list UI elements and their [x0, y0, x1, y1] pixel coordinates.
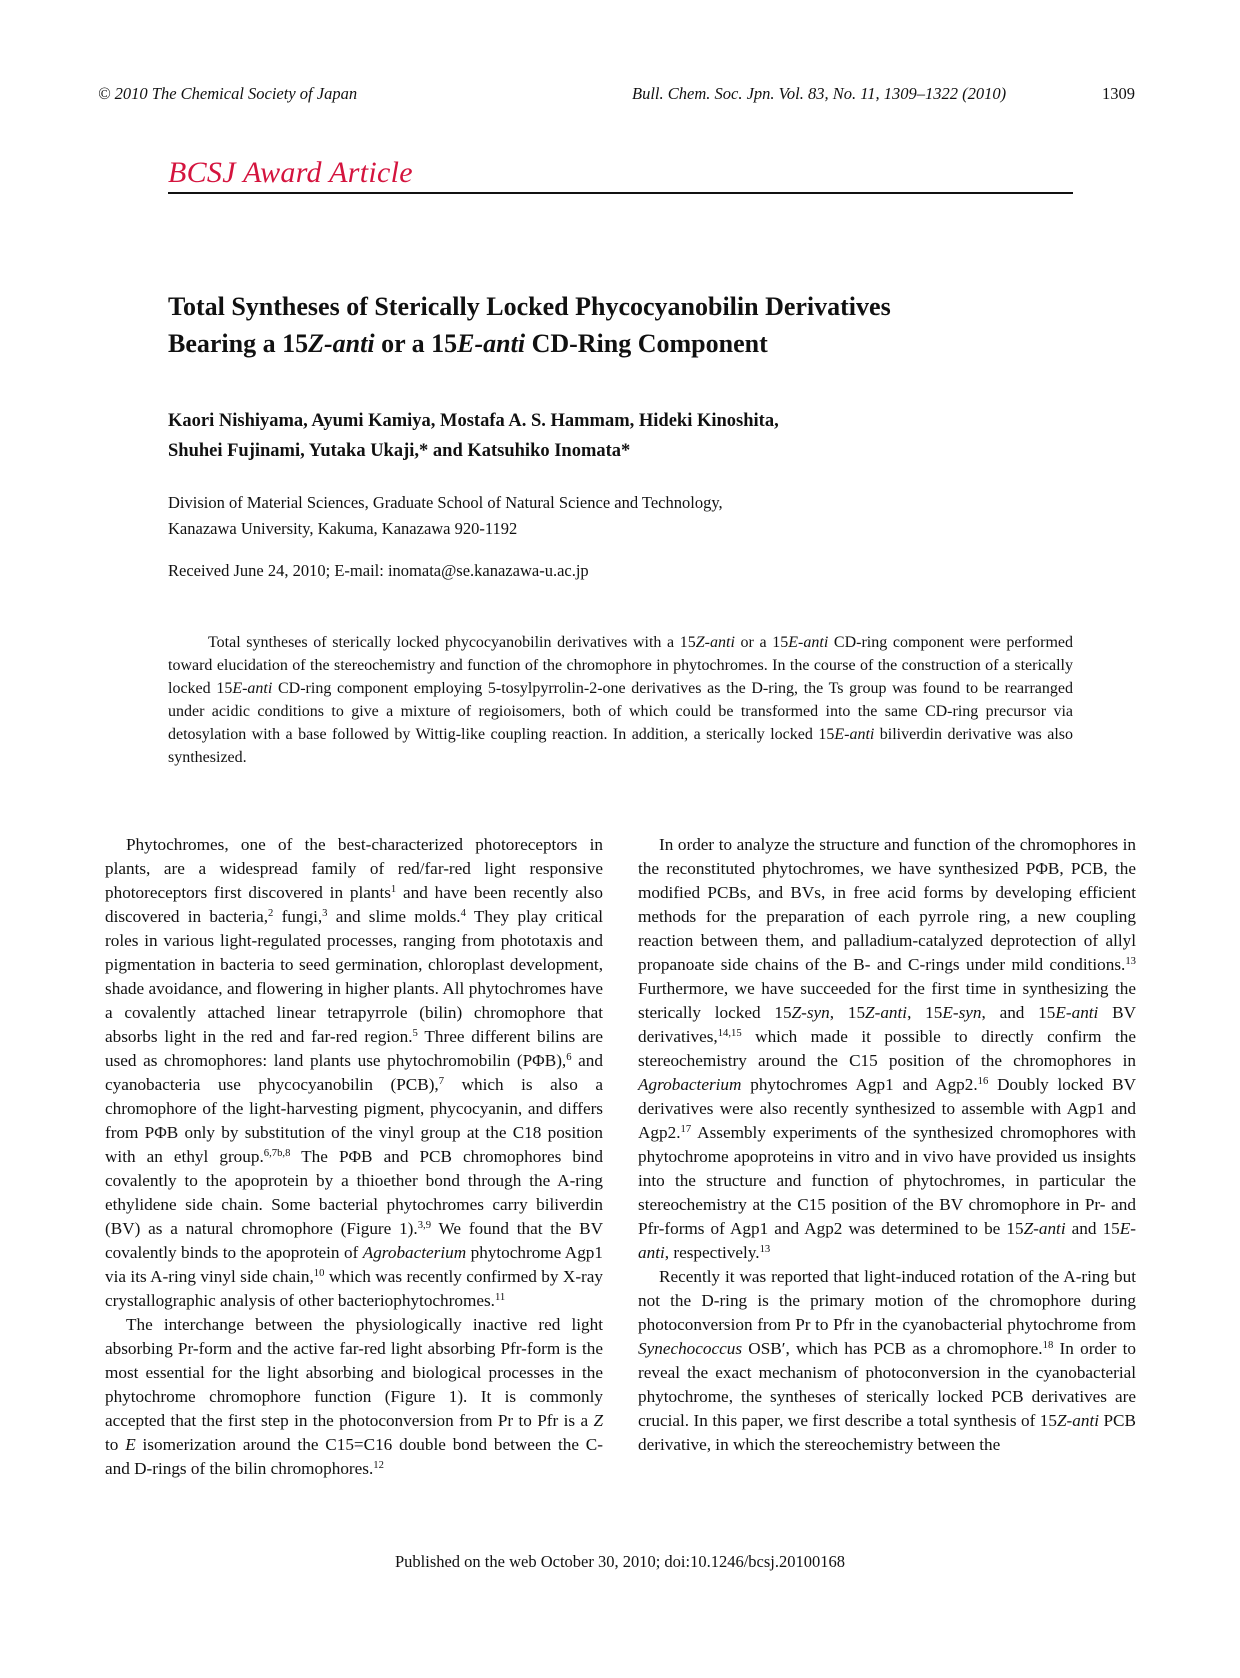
- abstract-italic: E-anti: [232, 680, 273, 697]
- body-text: which is also a chromophore of the light-harvesting pigment, phycocyanin, and differs from PΦB only by substitution of the vinyl group at the C18 position with an ethyl group.: [105, 1075, 603, 1166]
- body-italic: E-syn: [942, 1003, 982, 1022]
- page-number: 1309: [1102, 84, 1135, 103]
- reference-citation: 14,15: [717, 1028, 742, 1040]
- title-line-1: Total Syntheses of Sterically Locked Phycocyanobilin Derivatives: [168, 292, 891, 321]
- body-paragraph: [105, 1313, 603, 1481]
- title-text: or a 15: [374, 329, 458, 358]
- body-text: Recently it was reported that light-induced rotation of the A-ring but not the D-ring is the primary motion of the chromophore during photoconversion from Pr to Pfr in the cyanobacterial phytochrome from: [638, 1267, 1136, 1334]
- body-text: isomerization around the C15=C16 double bond between the C- and D-rings of the bilin chromophores.: [105, 1435, 603, 1478]
- body-text: Three different bilins are used as chromophores: land plants use phytochromobilin (PΦB),: [105, 1027, 603, 1070]
- abstract-text: CD-ring component employing 5-tosylpyrrolin-2-one derivatives as the D-ring, the Ts group was found to be rearranged under acidic conditions to give a mixture of regioisomers, both of which could be transformed into the same CD-ring precursor via detosylation with a base followed by Wittig-like coupling reaction. In addition, a sterically locked 15: [168, 680, 1074, 743]
- reference-citation: 3: [322, 908, 328, 920]
- reference-citation: 17: [680, 1124, 692, 1136]
- title-italic: Z-anti: [308, 329, 375, 358]
- abstract-italic: Z-anti: [695, 634, 735, 651]
- body-italic: Z-anti: [1023, 1219, 1066, 1238]
- title-text: Bearing a 15: [168, 329, 309, 358]
- award-label: BCSJ Award Article: [168, 156, 413, 189]
- body-column-left: [105, 833, 603, 1481]
- body-italic: Agrobacterium: [362, 1243, 467, 1262]
- received-date-email: Received June 24, 2010; E-mail: inomata@se.kanazawa-u.ac.jp: [168, 561, 589, 580]
- body-text: phytochromes Agp1 and Agp2.: [741, 1075, 978, 1094]
- body-text: , and 15: [981, 1003, 1056, 1022]
- body-text: We found that the BV covalently binds to the apoprotein of: [105, 1219, 603, 1262]
- running-header-copyright: © 2010 The Chemical Society of Japan: [98, 84, 358, 103]
- title-italic: E-anti: [457, 329, 526, 358]
- running-header-journal: Bull. Chem. Soc. Jpn. Vol. 83, No. 11, 1309–1322 (2010): [632, 84, 1007, 103]
- reference-citation: 11: [494, 1292, 506, 1304]
- body-text: PCB derivative, in which the stereochemistry between the: [638, 1411, 1136, 1454]
- body-text: Assembly experiments of the synthesized chromophores with phytochrome apoproteins in vitro and in vivo have provided us insights into the structure and function of phytochromes, in particular the stereochemistry at the C15 position of the BV chromophore in Pr- and Pfr-forms of Agp1 and Agp2 was determined to be 15: [638, 1123, 1136, 1238]
- body-text: The interchange between the physiologically inactive red light absorbing Pr-form and the active far-red light absorbing Pfr-form is the most essential for the light absorbing and biological processes in the phytochrome chromophore function (Figure 1). It is commonly accepted that the first step in the photoconversion from Pr to Pfr is a: [105, 1315, 603, 1430]
- affiliation: [168, 490, 1068, 542]
- reference-citation: 18: [1042, 1340, 1054, 1352]
- reference-citation: 16: [977, 1076, 989, 1088]
- body-text: In order to reveal the exact mechanism of photoconversion in the cyanobacterial phytochrome, the syntheses of sterically locked PCB derivatives are crucial. In this paper, we first describe a total synthesis of 15: [638, 1339, 1136, 1430]
- title-text: CD-Ring Component: [525, 329, 768, 358]
- body-italic: Synechococcus: [638, 1339, 743, 1358]
- body-column-right: [638, 833, 1136, 1457]
- reference-citation: 5: [412, 1028, 418, 1040]
- body-text: , 15: [829, 1003, 866, 1022]
- award-rule: [168, 192, 1073, 194]
- body-text: Phytochromes, one of the best-characterized photoreceptors in plants, are a widespread family of red/far-red light responsive photoreceptors first discovered in plants: [105, 835, 603, 902]
- body-text: phytochrome Agp1 via its A-ring vinyl side chain,: [105, 1243, 603, 1286]
- body-paragraph: [105, 833, 603, 1313]
- body-text: and slime molds.: [327, 907, 461, 926]
- reference-citation: 6: [566, 1052, 572, 1064]
- body-text: Furthermore, we have succeeded for the first time in synthesizing the sterically locked 15: [638, 979, 1136, 1022]
- body-italic: Agrobacterium: [638, 1075, 742, 1094]
- abstract-italic: E-anti: [834, 726, 875, 743]
- abstract-text: biliverdin derivative was also synthesized.: [168, 726, 1073, 766]
- body-text: The PΦB and PCB chromophores bind covalently to the apoprotein by a thioether bond through the A-ring ethylidene side chain. Some bacterial phytochromes carry biliverdin (BV) as a natural chromophore (Figure 1).: [105, 1147, 603, 1238]
- body-italic: Z-anti: [865, 1003, 908, 1022]
- reference-citation: 6,7b,8: [263, 1148, 291, 1160]
- body-text: They play critical roles in various light-regulated processes, ranging from phototaxis and pigmentation in bacteria to seed germination, chloroplast development, shade avoidance, and flowering in higher plants. All phytochromes have a covalently attached linear tetrapyrrole (bilin) chromophore that absorbs light in the red and far-red region.: [105, 907, 603, 1046]
- body-paragraph: [638, 833, 1136, 1265]
- body-italic: E-anti: [638, 1219, 1136, 1262]
- body-text: fungi,: [273, 907, 323, 926]
- body-italic: Z: [593, 1411, 603, 1430]
- abstract-italic: E-anti: [788, 634, 829, 651]
- reference-citation: 13: [759, 1244, 771, 1256]
- body-text: and cyanobacteria use phycocyanobilin (PCB),: [105, 1051, 603, 1094]
- body-italic: E: [125, 1435, 136, 1454]
- article-title: [168, 288, 1068, 362]
- body-text: Doubly locked BV derivatives were also recently synthesized to assemble with Agp1 and Agp2.: [638, 1075, 1136, 1142]
- body-text: , respectively.: [664, 1243, 760, 1262]
- reference-citation: 13: [1125, 956, 1136, 968]
- affiliation-line-1: Division of Material Sciences, Graduate School of Natural Science and Technology,: [168, 493, 723, 512]
- body-text: which was recently confirmed by X-ray crystallographic analysis of other bacteriophytochromes.: [105, 1267, 603, 1310]
- body-italic: E-anti: [1055, 1003, 1099, 1022]
- reference-citation: 12: [373, 1460, 384, 1472]
- reference-citation: 10: [313, 1268, 325, 1280]
- reference-citation: 1: [390, 884, 397, 896]
- affiliation-line-2: Kanazawa University, Kakuma, Kanazawa 920-1192: [168, 519, 518, 538]
- abstract-text: Total syntheses of sterically locked phycocyanobilin derivatives with a 15: [208, 634, 696, 651]
- abstract: [168, 631, 1073, 769]
- author-line-2: Shuhei Fujinami, Yutaka Ukaji,* and Katsuhiko Inomata*: [168, 441, 631, 461]
- body-text: to: [105, 1435, 126, 1454]
- body-italic: Z-syn: [791, 1003, 830, 1022]
- body-text: OSB′, which has PCB as a chromophore.: [742, 1339, 1043, 1358]
- body-text: In order to analyze the structure and function of the chromophores in the reconstituted phytochromes, we have synthesized PΦB, PCB, the modified PCBs, and BVs, in free acid forms by developing efficient methods for the preparation of each pyrrole ring, a new coupling reaction between them, and palladium-catalyzed deprotection of allyl propanoate side chains of the B- and C-rings under mild conditions.: [638, 835, 1136, 974]
- publication-footer: Published on the web October 30, 2010; doi:10.1246/bcsj.20100168: [394, 1552, 846, 1571]
- title-line-2: [168, 325, 1068, 362]
- body-text: and 15: [1065, 1219, 1120, 1238]
- body-text: BV derivatives,: [638, 1003, 1137, 1046]
- author-line-1: Kaori Nishiyama, Ayumi Kamiya, Mostafa A. S. Hammam, Hideki Kinoshita,: [168, 411, 779, 431]
- body-italic: Z-anti: [1056, 1411, 1100, 1430]
- body-text: , 15: [907, 1003, 943, 1022]
- body-paragraph: [638, 1265, 1136, 1457]
- reference-citation: 3,9: [417, 1220, 432, 1232]
- body-text: and have been recently also discovered in bacteria,: [105, 883, 603, 926]
- reference-citation: 7: [438, 1076, 445, 1088]
- author-list: [168, 406, 1068, 466]
- abstract-text: or a 15: [734, 634, 789, 651]
- abstract-text: CD-ring component were performed toward elucidation of the stereochemistry and function of the chromophore in phytochromes. In the course of the construction of a sterically locked 15: [168, 634, 1073, 697]
- reference-citation: 2: [268, 908, 274, 920]
- reference-citation: 4: [460, 908, 466, 920]
- body-text: which made it possible to directly confirm the stereochemistry around the C15 position of the chromophores in: [638, 1027, 1136, 1070]
